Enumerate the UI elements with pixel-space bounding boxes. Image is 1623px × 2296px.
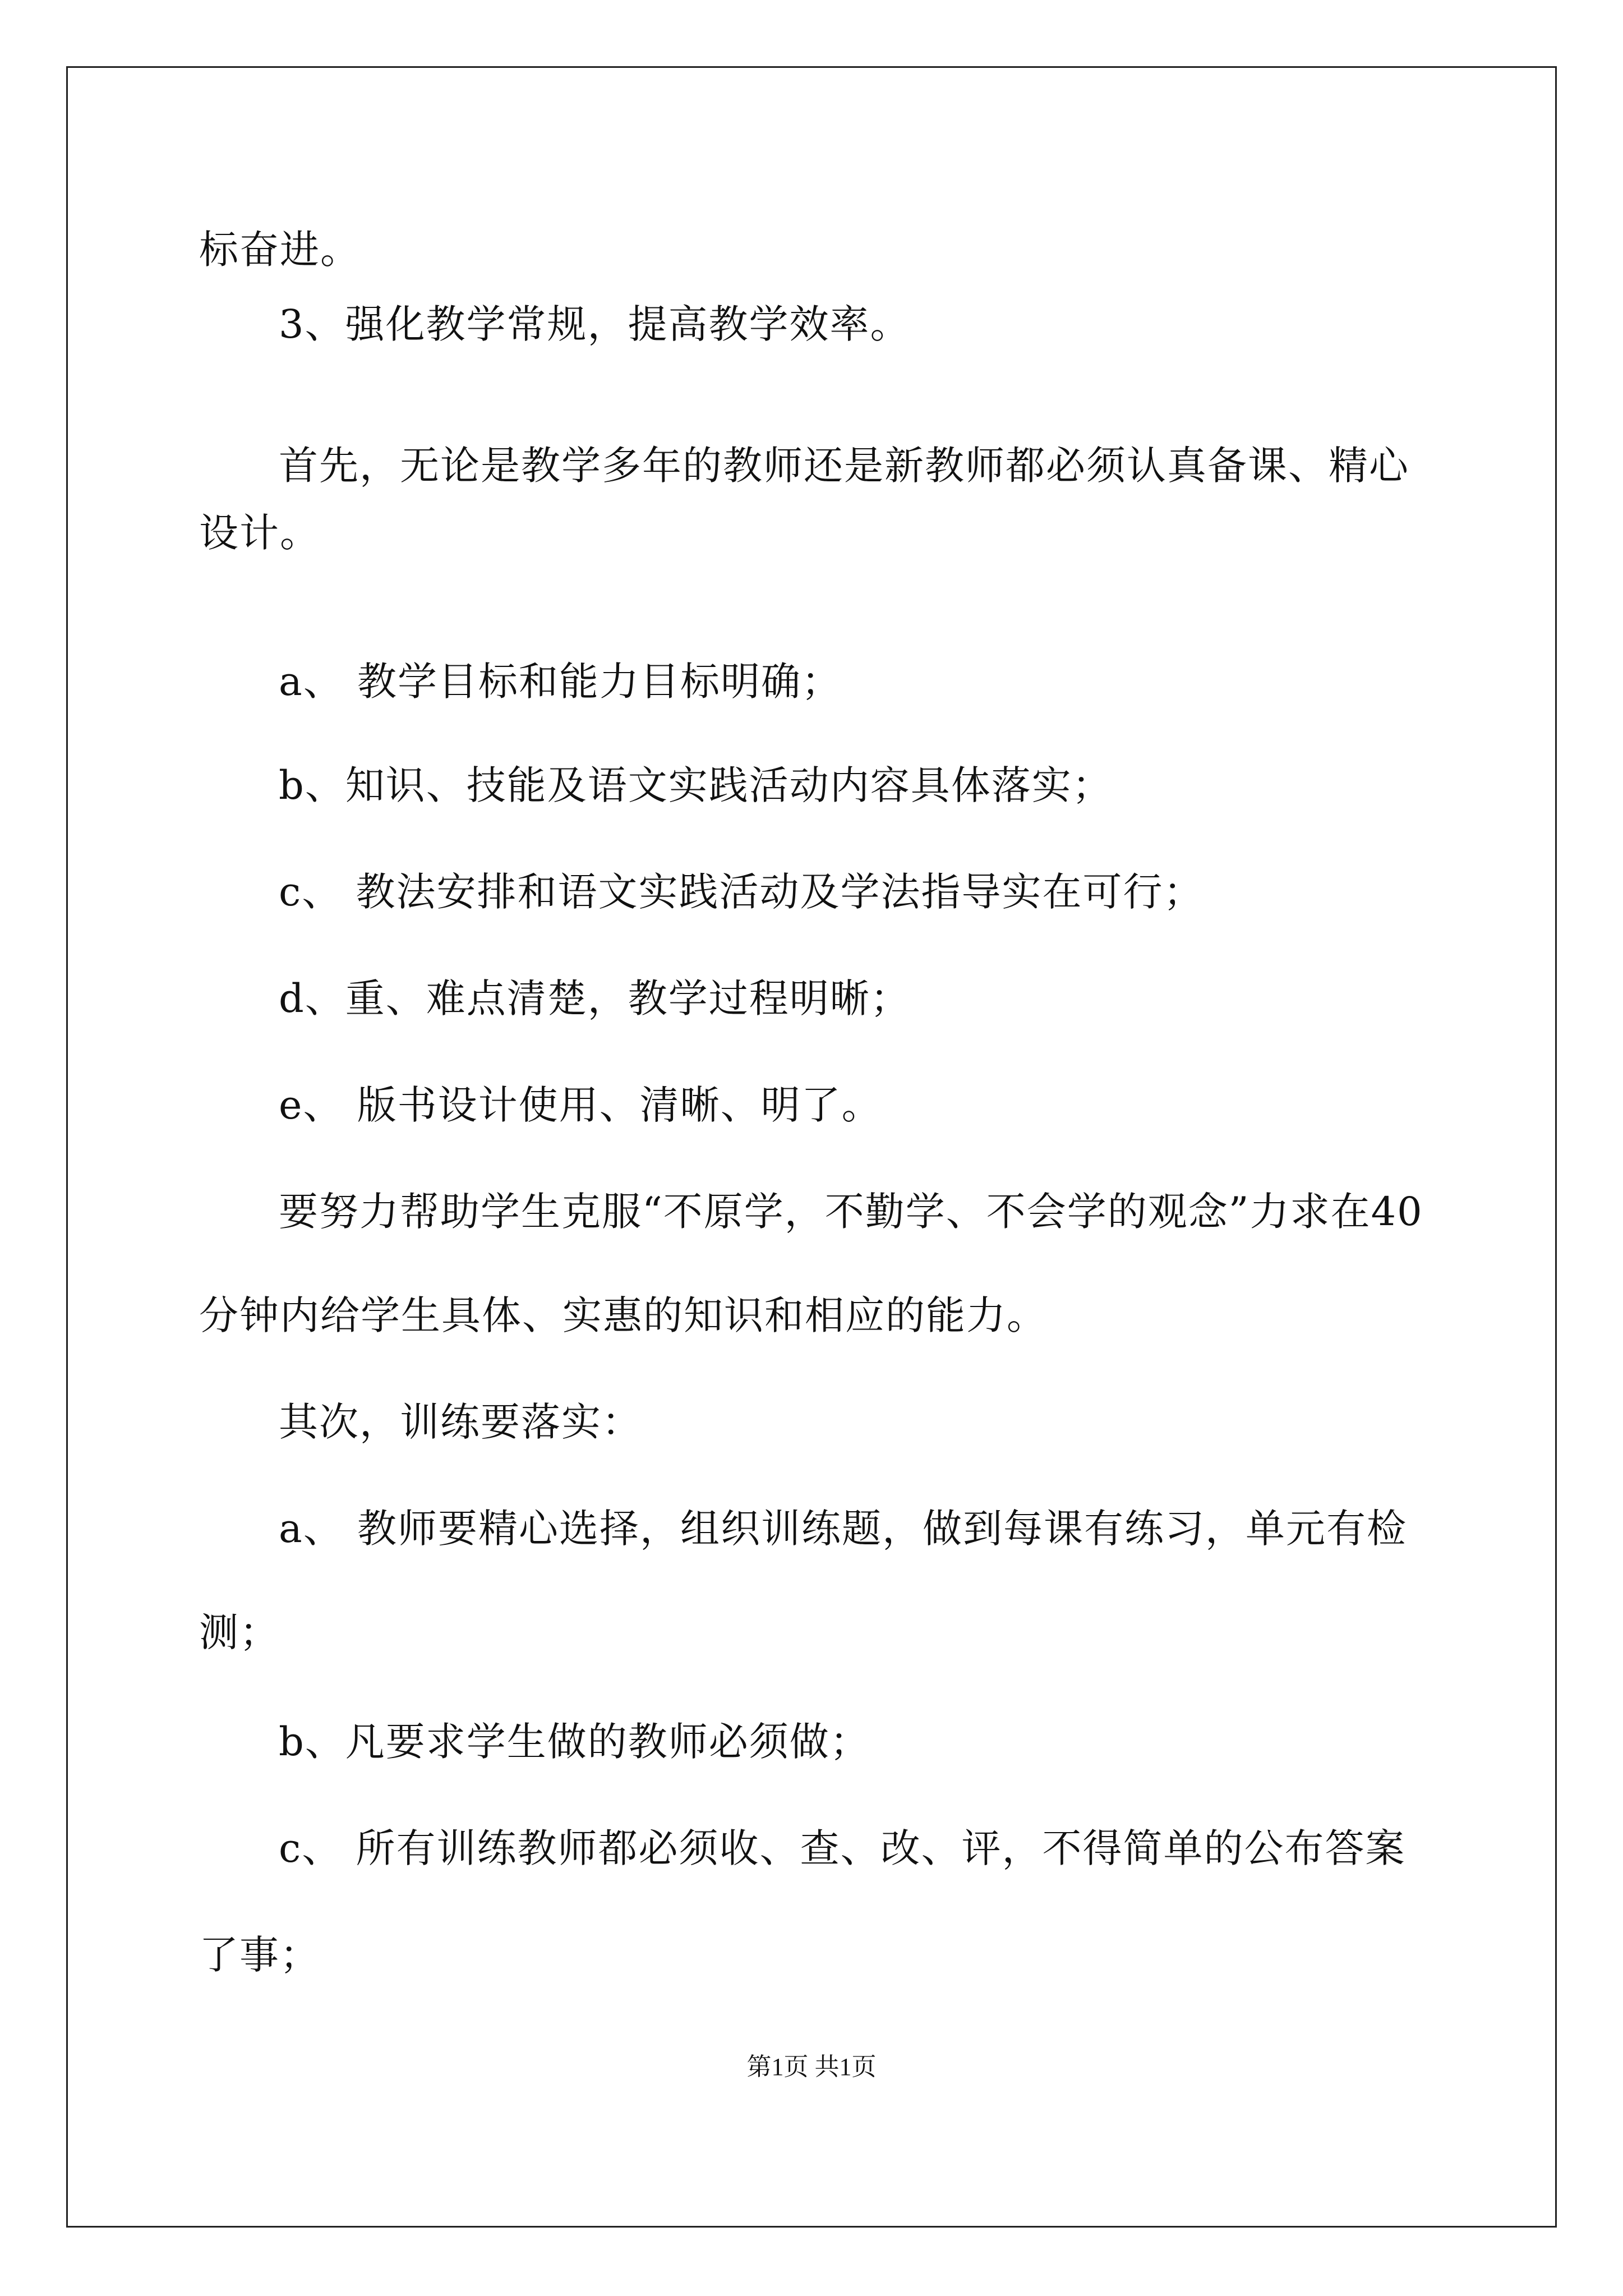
list-item: a、 教学目标和能力目标明确；	[279, 659, 842, 705]
list-item: b、知识、技能及语文实践活动内容具体落实；	[279, 762, 1113, 808]
list-item: d、重、难点清楚，教学过程明晰；	[279, 976, 911, 1022]
list-item: c、 教法安排和语文实践活动及学法指导实在可行；	[279, 869, 1204, 915]
list-item-continuation: 测；	[199, 1609, 280, 1655]
paragraph-line: 分钟内给学生具体、实惠的知识和相应的能力。	[199, 1292, 1047, 1338]
section-heading: 3、强化教学常规，提高教学效率。	[279, 301, 911, 347]
list-item: a、 教师要精心选择，组织训练题，做到每课有练习，单元有检	[279, 1506, 1407, 1552]
page-footer: 第1页 共1页	[746, 2053, 877, 2081]
list-item: c、 所有训练教师都必须收、查、改、评，不得简单的公布答案	[279, 1825, 1406, 1871]
list-item: b、凡要求学生做的教师必须做；	[279, 1719, 870, 1765]
text-line: 标奋进。	[199, 227, 361, 273]
list-item-continuation: 了事；	[199, 1932, 320, 1978]
paragraph-line: 首先，无论是教学多年的教师还是新教师都必须认真备课、精心	[279, 443, 1409, 489]
paragraph-line: 要努力帮助学生克服“不原学，不勤学、不会学的观念”力求在40	[279, 1189, 1423, 1235]
paragraph-line: 其次，训练要落实：	[279, 1399, 642, 1445]
page-border	[66, 66, 1557, 2228]
paragraph-line: 设计。	[199, 510, 320, 556]
list-item: e、 版书设计使用、清晰、明了。	[279, 1082, 882, 1128]
